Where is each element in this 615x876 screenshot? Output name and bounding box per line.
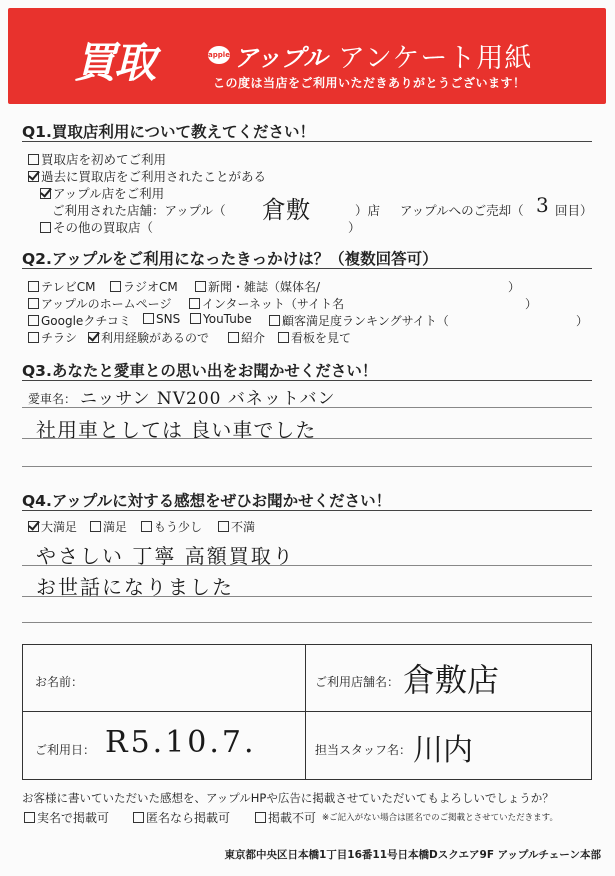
q2-option-google[interactable]: Googleクチコミ [28,312,131,329]
q1-other-close: ） [348,220,361,235]
consent-option-no[interactable]: 掲載不可 [255,809,316,826]
q3-memory-text[interactable]: 社用車としては 良い車でした [36,418,317,442]
q4-option-more[interactable]: もう少し [141,518,202,535]
q3-car-value[interactable]: ニッサン NV200 バネットバン [80,389,336,409]
q1-heading: Q1.買取店利用について教えてください！ [22,123,316,141]
q2-close-1: ） [508,280,521,294]
checkbox-referral[interactable] [228,332,239,343]
q2-option-referral[interactable]: 紹介 [228,329,265,346]
kaitori-logo: 買取 [74,38,155,87]
staff-value[interactable]: 川内 [413,733,473,768]
checkbox-homepage[interactable] [28,298,39,309]
q4-divider [22,510,592,511]
q2-heading: Q2.アップルをご利用になったきっかけは？（複数回答可） [22,250,438,268]
checkbox-experience[interactable] [88,332,99,343]
name-label: お名前： [35,675,84,689]
q4-heading: Q4.アップルに対する感想をぜひお聞かせください！ [22,492,392,510]
date-label: ご利用日： [35,743,96,757]
checkbox-signboard[interactable] [278,332,289,343]
checkbox-flyer[interactable] [28,332,39,343]
q4-writing-line-1 [22,565,592,566]
form-subtitle: この度は当店をご利用いただきありがとうございます！ [213,76,526,90]
checkbox-other-store[interactable] [40,222,51,233]
q4-option-satisfied[interactable]: 満足 [90,518,127,535]
checkbox-no-publish[interactable] [255,812,266,823]
q1-count-value[interactable]: 3 [536,193,549,217]
q1-count-suffix: 回目） [555,203,593,218]
q1-divider [22,141,592,142]
store-name-value[interactable]: 倉敷店 [403,661,500,699]
customer-info-box [22,644,592,780]
checkbox-satisfied[interactable] [90,521,101,532]
q1-store-suffix: ）店 [355,203,381,218]
q4-comment-line-1[interactable]: やさしい 丁寧 高額買取り [36,544,295,568]
q3-writing-line-1 [22,407,592,408]
q2-option-sns[interactable]: SNS [143,312,180,326]
form-title: アンケート用紙 [338,43,533,74]
consent-option-anonymous[interactable]: 匿名なら掲載可 [133,809,230,826]
q2-option-internet[interactable]: インターネット（サイト名 [189,295,344,312]
apple-circle-logo: apple [208,46,230,64]
checkbox-could-be-better[interactable] [141,521,152,532]
q2-option-tvcm[interactable]: テレビCM [28,278,96,295]
checkbox-tvcm[interactable] [28,281,39,292]
checkbox-radio[interactable] [110,281,121,292]
checkbox-anonymous[interactable] [133,812,144,823]
q1-option-past[interactable]: 過去に買取店をご利用されたことがある [28,167,266,185]
q2-option-radio[interactable]: ラジオCM [110,278,178,295]
checkbox-ranking[interactable] [269,315,280,326]
q4-comment-line-2[interactable]: お世話になりました [36,575,234,599]
checkbox-internet[interactable] [189,298,200,309]
info-box-vertical-divider [305,645,306,779]
q4-option-very[interactable]: 大満足 [28,518,77,535]
q2-option-homepage[interactable]: アップルのホームページ [28,295,171,312]
consent-option-real-name[interactable]: 実名で掲載可 [24,809,109,826]
q2-option-ranking[interactable]: 顧客満足度ランキングサイト（ [269,312,449,329]
header-banner [8,8,606,104]
q1-store-label: ご利用された店舗：アップル（ [52,203,226,218]
q2-option-sign[interactable]: 看板を見て [278,329,351,346]
store-name-label: ご利用店舗名： [315,675,400,689]
checkbox-google[interactable] [28,315,39,326]
q2-option-youtube[interactable]: YouTube [190,312,252,326]
q4-option-dissatisfied[interactable]: 不満 [218,518,255,535]
checkbox-youtube[interactable] [190,313,201,324]
q2-close-2: ） [525,297,538,311]
q1-store-value[interactable]: 倉敷 [262,196,310,224]
checkbox-real-name[interactable] [24,812,35,823]
checkbox-very-satisfied[interactable] [28,521,39,532]
q1-count-label: アップルへのご売却（ [400,203,524,218]
q3-car-label: 愛車名： [28,392,77,406]
staff-label: 担当スタッフ名： [315,743,412,757]
q3-heading: Q3.あなたと愛車との思い出をお聞かせください！ [22,362,378,380]
checkbox-dissatisfied[interactable] [218,521,229,532]
consent-question: お客様に書いていただいた感想を、アップルHPや広告に掲載させていただいてもよろしいでしょうか？ [22,791,554,805]
q1-option-apple[interactable]: アップル店をご利用 [40,184,164,202]
q1-option-first[interactable]: 買取店を初めてご利用 [28,150,166,168]
checkbox-first-time[interactable] [28,154,39,165]
apple-brand-logo: アップル [234,44,328,72]
q3-writing-line-2 [22,438,592,439]
q3-writing-line-3 [22,466,592,467]
checkbox-news[interactable] [195,281,206,292]
consent-note: ※ご記入がない場合は匿名でのご掲載とさせていただきます。 [322,813,558,823]
q2-option-flyer[interactable]: チラシ [28,329,77,346]
q4-writing-line-2 [22,596,592,597]
info-box-horizontal-divider [23,711,591,712]
q2-option-news[interactable]: 新聞・雑誌（媒体名/ [195,278,320,295]
checkbox-past-use[interactable] [28,171,39,182]
date-value[interactable]: R5.10.7. [105,725,257,760]
q2-close-3: ） [576,314,589,328]
footer-address: 東京都中央区日本橋1丁目16番11号日本橋Dスクエア9F アップルチェーン本部 [224,849,601,861]
q4-writing-line-3 [22,622,592,623]
checkbox-apple-store[interactable] [40,188,51,199]
checkbox-sns[interactable] [143,313,154,324]
q3-divider [22,380,592,381]
q1-option-other[interactable]: その他の買取店（ [40,218,153,236]
q2-divider [22,268,592,269]
q2-option-experience[interactable]: 利用経験があるので [88,329,209,346]
